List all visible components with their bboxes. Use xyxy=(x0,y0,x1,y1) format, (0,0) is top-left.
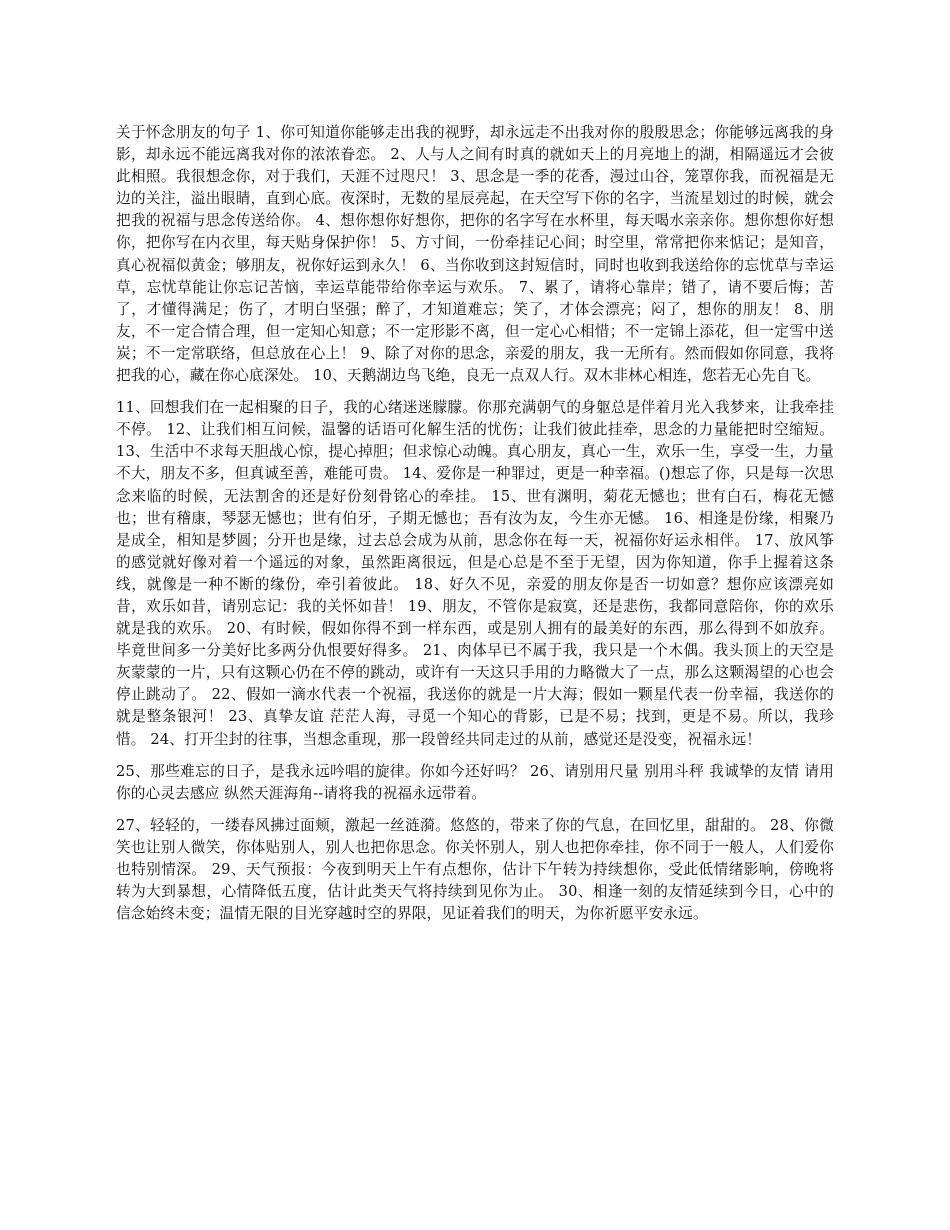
paragraph-4: 27、轻轻的，一缕春风拂过面颊，激起一丝涟漪。悠悠的，带来了你的气息，在回忆里，甜甜的。 28、你微笑也让别人微笑，你体贴别人，别人也把你思念。你关怀别人，别人也把你牵挂，你不同于一般人，人们爱你也特别情深。 29、天气预报：今夜到明天上午有点想你，估计下午转为持续想你，受此低情绪影响，傍晚将转为大到暴想，心情降低五度，估计此类天气将持续到见你为止。 30、相逢一刻的友情延续到今日，心中的信念始终未变；温情无限的目光穿越时空的界限，见证着我们的明天，为你祈愿平安永远。 xyxy=(116,816,834,923)
paragraph-3: 25、那些难忘的日子，是我永远吟唱的旋律。你如今还好吗？ 26、请别用尺量 别用斗秤 我诚挚的友情 请用你的心灵去感应 纵然天涯海角--请将我的祝福永远带着。 xyxy=(116,762,834,802)
paragraph-1: 关于怀念朋友的句子 1、你可知道你能够走出我的视野，却永远走不出我对你的殷殷思念；你能够远离我的身影，却永远不能远离我对你的浓浓眷恋。 2、人与人之间有时真的就如天上的月亮地上的湖，相隔遥远才会彼此相照。我很想念你，对于我们，天涯不过咫尺！ 3、思念是一季的花香，漫过山谷，笼罩你我，而祝福是无边的关注，溢出眼睛，直到心底。夜深时，无数的星辰亮起，在天空写下你的名字，当流星划过的时候，就会把我的祝福与思念传送给你。 4、想你想你好想你，把你的名字写在水杯里，每天喝水亲亲你。想你想你好想你，把你写在内衣里，每天贴身保护你！ 5、方寸间，一份牵挂记心间；时空里，常常把你来惦记；是知音，真心祝福似黄金；够朋友，祝你好运到永久！ 6、当你收到这封短信时，同时也收到我送给你的忘忧草与幸运草，忘忧草能让你忘记苦恼，幸运草能带给你幸运与欢乐。 7、累了，请将心靠岸；错了，请不要后悔；苦了，才懂得满足；伤了，才明白坚强；醉了，才知道难忘；笑了，才体会漂亮；闷了，想你的朋友！ 8、朋友，不一定合情合理，但一定知心知意；不一定形影不离，但一定心心相惜；不一定锦上添花，但一定雪中送炭；不一定常联络，但总放在心上！ 9、除了对你的思念，亲爱的朋友，我一无所有。然而假如你同意，我将把我的心，藏在你心底深处。 10、天鹅湖边鸟飞绝，良无一点双人行。双木非林心相连，您若无心先自飞。 xyxy=(116,124,834,385)
paragraph-2: 11、回想我们在一起相聚的日子，我的心绪迷迷朦朦。你那充满朝气的身躯总是伴着月光入我梦来，让我牵挂不停。 12、让我们相互问候，温馨的话语可化解生活的忧伤；让我们彼此挂牵，思念的力量能把时空缩短。 13、生活中不求每天胆战心惊，提心掉胆；但求惊心动魄。真心朋友，真心一生，欢乐一生，享受一生，力量不大，朋友不多，但真诚至善，难能可贵。 14、爱你是一种罪过，更是一种幸福。()想忘了你，只是每一次思念来临的时候，无法割舍的还是好份刻骨铭心的牵挂。 15、世有渊明，菊花无憾也；世有白石，梅花无憾也；世有稽康，琴瑟无憾也；世有伯牙，子期无憾也；吾有汝为友，今生亦无憾。 16、相逢是份缘，相聚乃是成全，相知是梦圆；分开也是缘，过去总会成为从前，思念你在每一天，祝福你好运永相伴。 17、放风筝的感觉就好像对着一个遥远的对象，虽然距离很远，但是心总是不至于无望，因为你知道，你手上握着这条线，就像是一种不断的缘份，牵引着彼此。 18、好久不见，亲爱的朋友你是否一切如意？想你应该漂亮如昔，欢乐如昔，请别忘记：我的关怀如昔！ 19、朋友，不管你是寂寞，还是悲伤，我都同意陪你，你的欢乐就是我的欢乐。 20、有时候，假如你得不到一样东西，或是别人拥有的最美好的东西，那么得到不如放弃。毕竟世间多一分美好比多两分仇恨要好得多。 21、肉体早已不属于我，我只是一个木偶。我头顶上的天空是灰蒙蒙的一片，只有这颗心仍在不停的跳动，或许有一天这只手用的力略微大了一点，那么这颗渴望的心也会停止跳动了。 22、假如一滴水代表一个祝福，我送你的就是一片大海；假如一颗星代表一份幸福，我送你的就是整条银河！ 23、真挚友谊 茫茫人海，寻觅一个知心的背影，已是不易；找到，更是不易。所以，我珍惜。 24、打开尘封的往事，当想念重现，那一段曾经共同走过的从前，感觉还是没变，祝福永远！ xyxy=(116,399,834,748)
document-body xyxy=(116,122,834,935)
